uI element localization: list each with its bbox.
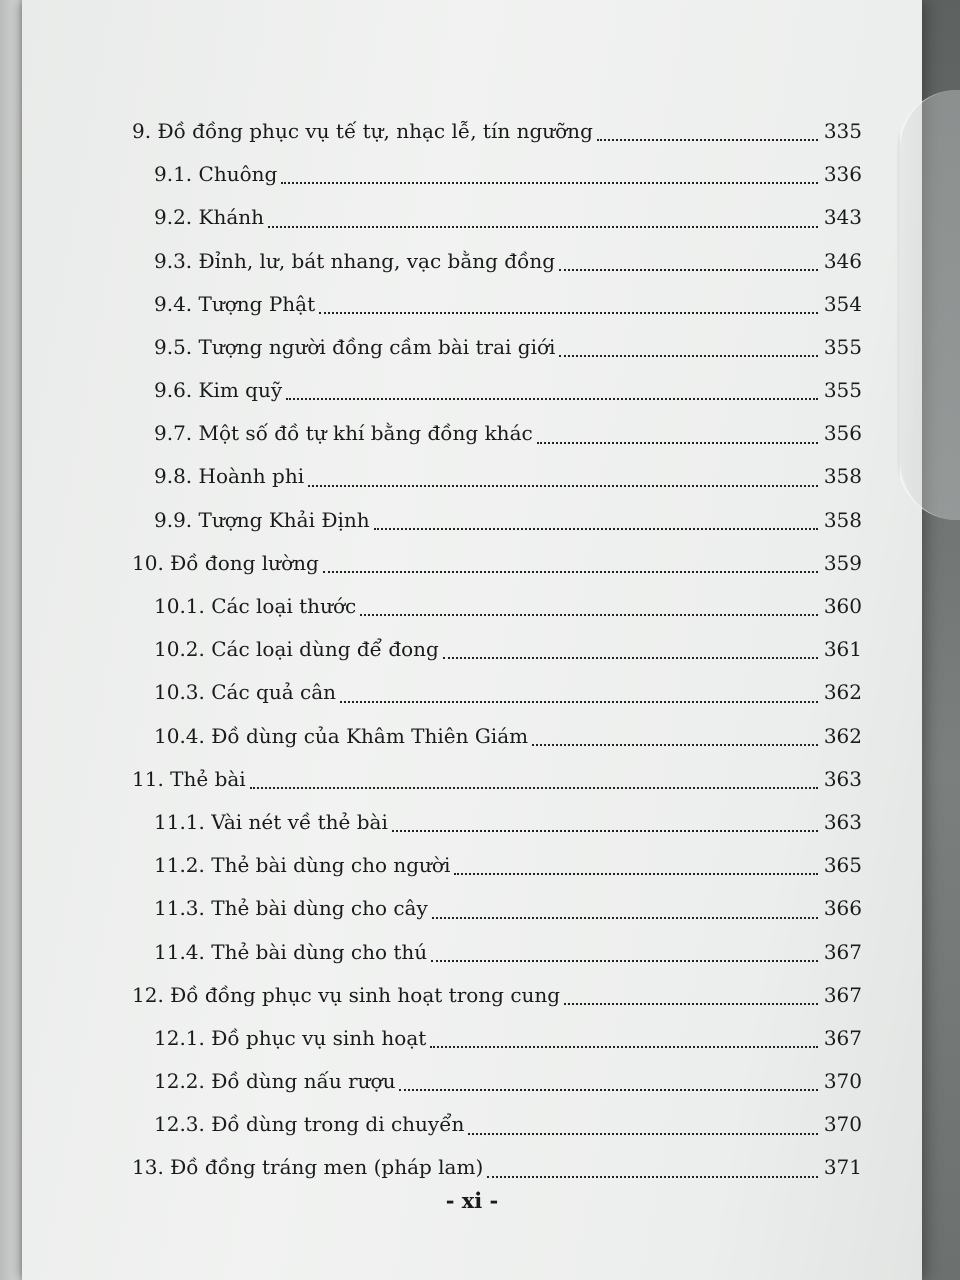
toc-entry — [132, 1103, 862, 1146]
dot-leader — [431, 960, 818, 962]
toc-entry-page: 355 — [823, 378, 862, 403]
toc-entry-page: 356 — [823, 421, 862, 446]
toc-entry-page: 370 — [823, 1069, 862, 1094]
dot-leader — [597, 139, 818, 141]
toc-entry-title: 11.3. Thẻ bài dùng cho cây — [154, 896, 428, 921]
toc-entry-title: 10. Đồ đong lường — [132, 550, 319, 575]
toc-entry-page: 363 — [823, 766, 862, 791]
toc-entry — [132, 887, 862, 930]
dot-leader — [319, 312, 818, 314]
toc-entry-page: 361 — [823, 637, 862, 662]
toc-entry-title: 12.3. Đồ dùng trong di chuyển — [154, 1112, 465, 1137]
toc-entry — [132, 974, 862, 1017]
dot-leader — [268, 226, 818, 228]
dot-leader — [360, 614, 818, 616]
toc-entry-title: 12.1. Đồ phục vụ sinh hoạt — [154, 1025, 427, 1050]
dot-leader — [399, 1089, 818, 1091]
toc-entry-page: 371 — [823, 1155, 862, 1180]
toc-entry-page: 346 — [823, 248, 862, 273]
dot-leader — [340, 701, 818, 703]
toc-entry — [132, 283, 862, 326]
toc-entry — [132, 110, 862, 153]
toc-entry-title: 10.4. Đồ dùng của Khâm Thiên Giám — [154, 723, 529, 748]
toc-entry-title: 9.8. Hoành phi — [154, 464, 305, 489]
dot-leader — [537, 442, 818, 444]
dot-leader — [250, 787, 818, 789]
toc-entry-page: 360 — [823, 594, 862, 619]
toc-entry — [132, 196, 862, 239]
toc-entry-page: 355 — [823, 334, 862, 359]
toc-entry-title: 13. Đồ đồng tráng men (pháp lam) — [132, 1155, 484, 1180]
toc-entry-title: 9.7. Một số đồ tự khí bằng đồng khác — [154, 421, 533, 446]
toc-entry-title: 10.1. Các loại thước — [154, 594, 357, 619]
toc-entry-page: 362 — [823, 723, 862, 748]
toc-entry-page: 358 — [823, 464, 862, 489]
dot-leader — [430, 1046, 818, 1048]
toc-entry-title: 12. Đồ đồng phục vụ sinh hoạt trong cung — [132, 982, 561, 1007]
toc-entry-page: 335 — [823, 118, 862, 143]
toc-entry-title: 11.1. Vài nét về thẻ bài — [154, 809, 388, 834]
toc-entry-page: 366 — [823, 896, 862, 921]
toc-entry-title: 9. Đồ đồng phục vụ tế tự, nhạc lễ, tín ngưỡng — [132, 118, 593, 143]
magnifier-lens-edge — [897, 90, 960, 520]
dot-leader — [487, 1176, 818, 1178]
toc-entry-page: 359 — [823, 550, 862, 575]
dot-leader — [432, 917, 818, 919]
toc-entry — [132, 456, 862, 499]
toc-entry-title: 11.2. Thẻ bài dùng cho người — [154, 853, 451, 878]
toc-entry — [132, 1017, 862, 1060]
toc-entry-page: 363 — [823, 809, 862, 834]
toc-entry — [132, 326, 862, 369]
dot-leader — [559, 269, 818, 271]
toc-entry — [132, 628, 862, 671]
dot-leader — [454, 873, 818, 875]
dot-leader — [323, 571, 818, 573]
toc-entry — [132, 715, 862, 758]
toc-entry — [132, 369, 862, 412]
toc-entry — [132, 1147, 862, 1190]
dot-leader — [281, 182, 818, 184]
toc-entry — [132, 671, 862, 714]
toc-entry-title: 9.6. Kim quỹ — [154, 378, 283, 403]
toc-entry-page: 367 — [823, 982, 862, 1007]
dot-leader — [468, 1133, 818, 1135]
toc-entry — [132, 931, 862, 974]
dot-leader — [286, 398, 818, 400]
toc-entry — [132, 1060, 862, 1103]
toc-entry-page: 367 — [823, 1025, 862, 1050]
toc-entry — [132, 153, 862, 196]
dot-leader — [443, 657, 818, 659]
toc-entry — [132, 844, 862, 887]
toc-entry-page: 365 — [823, 853, 862, 878]
page-number: - xi - — [445, 1188, 499, 1213]
toc-entry-title: 11. Thẻ bài — [132, 766, 246, 791]
toc-entry-title: 9.3. Đỉnh, lư, bát nhang, vạc bằng đồng — [154, 248, 556, 273]
dot-leader — [564, 1003, 818, 1005]
toc-entry-page: 362 — [823, 680, 862, 705]
dot-leader — [559, 355, 818, 357]
toc-entry-title: 9.4. Tượng Phật — [154, 291, 316, 316]
toc-entry — [132, 412, 862, 455]
toc-entry — [132, 801, 862, 844]
dot-leader — [392, 830, 818, 832]
toc-entry-title: 10.2. Các loại dùng để đong — [154, 637, 439, 662]
toc-entry — [132, 240, 862, 283]
toc-entry-page: 336 — [823, 162, 862, 187]
toc-entry — [132, 758, 862, 801]
dot-leader — [374, 528, 818, 530]
dot-leader — [308, 485, 818, 487]
dot-leader — [532, 744, 818, 746]
toc-entry-page: 354 — [823, 291, 862, 316]
toc-entry-title: 11.4. Thẻ bài dùng cho thú — [154, 939, 428, 964]
toc-entry-title: 9.1. Chuông — [154, 162, 278, 187]
toc-entry — [132, 542, 862, 585]
toc-entry-title: 9.5. Tượng người đồng cầm bài trai giới — [154, 334, 556, 359]
book-page — [22, 0, 922, 1280]
toc-entry-page: 367 — [823, 939, 862, 964]
toc-entry-title: 12.2. Đồ dùng nấu rượu — [154, 1069, 396, 1094]
toc-entry-page: 358 — [823, 507, 862, 532]
toc-entry-page: 370 — [823, 1112, 862, 1137]
toc-entry — [132, 585, 862, 628]
toc-entry — [132, 499, 862, 542]
toc-entry-title: 9.9. Tượng Khải Định — [154, 507, 370, 532]
table-of-contents — [132, 110, 862, 1190]
toc-entry-page: 343 — [823, 205, 862, 230]
toc-entry-title: 10.3. Các quả cân — [154, 680, 337, 705]
toc-entry-title: 9.2. Khánh — [154, 205, 265, 230]
